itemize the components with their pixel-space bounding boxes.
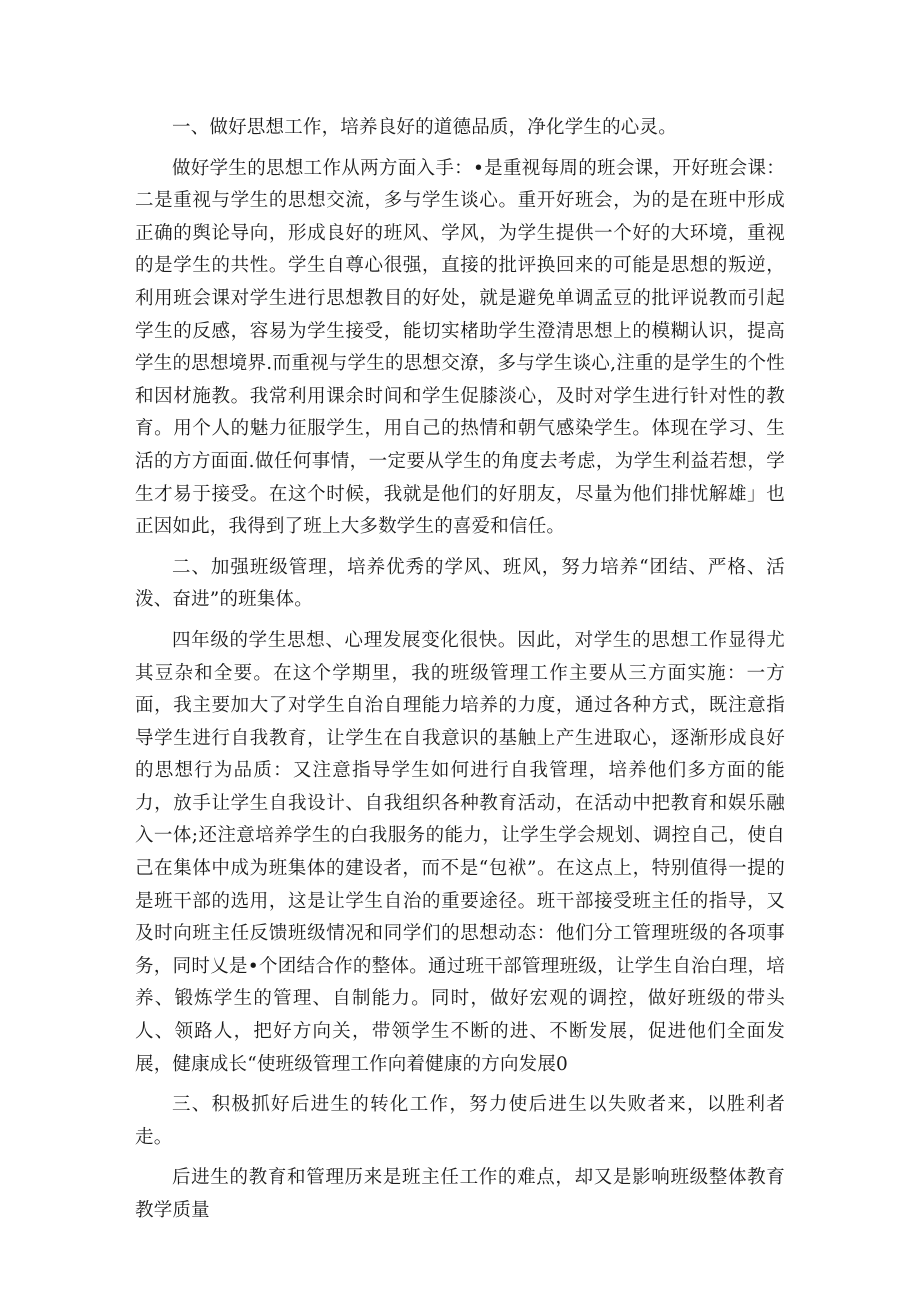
body-paragraph-3: 后进生的教育和管理历来是班主任工作的难点，却又是影响班级整体教育教学质量: [135, 1167, 785, 1221]
body-paragraph-2: 四年级的学生思想、心理发展变化很快。因此，对学生的思想工作显得尤其豆杂和全要。在这个学期里，我的班级管理工作主要从三方面实施：一方面，我主要加大了对学生自治自理能力培养的力度，通过各种方式，既注意指导学生进行自我教育，让学生在自我意识的基触上产生进取心，逐渐形成良好的思想行为品质：又注意指导学生如何进行自我管理，培养他们多方面的能力，放手让学生自我设计、自我组织各种教育活动，在活动中把教育和娱乐融入一体;还注意培养学生的白我服务的能力，让学生学会规划、调控自己，使自己在集体中成为班集体的建设者，而不是“包袱”。在这点上，特别值得一提的是班干部的选用，这是让学生自治的重要途径。班干部接受班主任的指导，又及时向班主任反馈班级情况和同学们的思想动态：他们分工管理班级的各项事务，同时乂是•个团结合作的整体。通过班干部管理班级，让学生自治白理，培养、锻炼学生的管理、自制能力。同时，做好宏观的调控，做好班级的带头人、领路人，把好方向关，带领学生不断的进、不断发展，促进他们全面发展，健康成长“使班级管理工作向着健康的方向发展0: [135, 629, 785, 1075]
body-paragraph-1: 做好学生的思想工作从两方面入手：•是重视每周的班会课，开好班会课：二是重视与学生的思想交流，多与学生谈心。重开好班会，为的是在班中形成正确的舆论导向，形成良好的班风、学风，为学生提供一个好的大环境，重视的是学生的共性。学生自尊心很强，直接的批评换回来的可能是思想的叛逆，利用班会课对学生进行思想教目的好处，就是避免单调孟豆的批评说教而引起学生的反感，容易为学生接受，能切实楮助学生澄清思想上的模糊认识，提高学生的思想境界.而重视与学生的思想交潦，多与学生谈心,注重的是学生的个性和因材施教。我常利用课余时间和学生促膝淡心，及时对学生进行针对性的教育。用个人的魅力征服学生，用自己的热情和朝气感染学生。体现在学习、生活的方方面面.做任何事情，一定要从学生的角度去考虑，为学生利益若想，学生才易于接受。在这个时候，我就是他们的好朋友，尽量为他们排忧解雄」也正因如此，我得到了班上大多数学生的喜爱和信任。: [135, 157, 785, 538]
section-heading-1: 一、做好思想工作，培养良好的道德品质，净化学生的心灵。: [172, 117, 677, 138]
section-heading-3: 三、积极抓好后进生的转化工作，努力使后进生以失败者来，以胜利者走。: [135, 1094, 785, 1148]
section-heading-2: 二、加强班级管理，培养优秀的学风、班风，努力培养“团结、严格、活泼、奋进”的班集体。: [135, 556, 785, 611]
document-body: [135, 112, 785, 1236]
